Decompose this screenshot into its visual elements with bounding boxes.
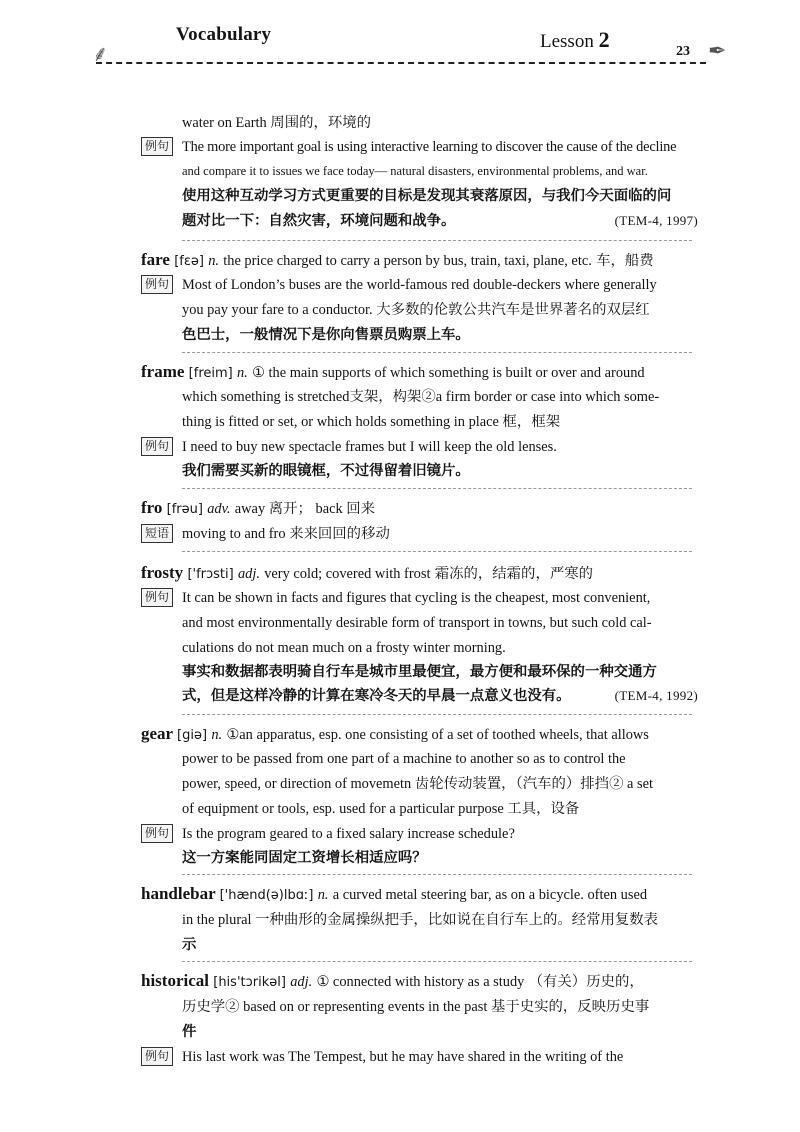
phonetic: ['hænd(ə)lbɑː]: [219, 888, 314, 903]
definition-chinese: （有关）历史的，: [528, 974, 644, 990]
entry-historical: [141, 971, 644, 993]
definition: the price charged to carry a person by bus, train, taxi, plane, etc.: [223, 253, 592, 269]
headword: frame: [141, 362, 185, 381]
part-of-speech: n.: [317, 887, 329, 903]
citation: (TEM-4, 1997): [614, 213, 698, 228]
part-of-speech: n.: [208, 253, 219, 269]
example-sentence: you pay your fare to a conductor. 大多数的伦敦公共汽车是世界著名的双层红: [182, 302, 650, 318]
example-sentence: It can be shown in facts and figures that cycling is the cheapest, most convenient,: [182, 590, 651, 606]
text-line: water on Earth 周围的，环境的: [182, 115, 372, 131]
entry-separator: [182, 240, 692, 241]
definition-line: 历史学② based on or representing events in the past 基于史实的，反映历史事: [182, 999, 650, 1015]
entry-separator: [182, 874, 692, 875]
example-sentence: I need to buy new spectacle frames but I will keep the old lenses.: [182, 439, 557, 455]
entry-fare: [141, 250, 654, 272]
example-sentence: The more important goal is using interactive learning to discover the cause of the decline: [182, 139, 677, 155]
definition: a curved metal steering bar, as on a bicycle. often used: [332, 887, 648, 903]
definition-line: thing is fitted or set, or which holds something in place 框，框架: [182, 414, 561, 430]
example-sentence: and most environmentally desirable form of transport in towns, but such cold cal-: [182, 615, 652, 631]
citation: (TEM-4, 1992): [614, 688, 698, 703]
example-translation: 色巴士，一般情况下是你向售票员购票上车。: [182, 327, 470, 343]
part-of-speech: adv.: [207, 501, 231, 517]
definition: ① connected with history as a study: [316, 974, 525, 990]
example-sentence: culations do not mean much on a frosty winter morning.: [182, 640, 506, 656]
entry-separator: [182, 714, 692, 715]
definition-chinese: 霜冻的，结霜的，严寒的: [434, 566, 594, 582]
example-tag: 例句: [141, 824, 173, 843]
entry-frame: [141, 362, 645, 384]
headword: fro: [141, 498, 163, 517]
lesson-number: 2: [598, 27, 610, 52]
page-number: 23: [676, 44, 690, 59]
headword: historical: [141, 971, 209, 990]
part-of-speech: adj.: [237, 566, 260, 582]
decorative-quill-icon: ✒: [708, 38, 727, 63]
phonetic: [giə]: [177, 728, 208, 743]
definition: ① the main supports of which something is built or over and around: [252, 365, 645, 381]
headword: frosty: [141, 563, 184, 582]
header-divider: [96, 62, 706, 64]
headword: gear: [141, 724, 173, 743]
example-translation: 使用这种互动学习方式更重要的目标是发现其衰落原因，与我们今天面临的问: [182, 188, 672, 204]
entry-gear: [141, 724, 649, 746]
definition-chinese: 车，船费: [596, 253, 654, 269]
example-sentence: His last work was The Tempest, but he may have shared in the writing of the: [182, 1049, 624, 1065]
definition-line: which something is stretched支架，构架②a firm border or case into which some-: [182, 389, 660, 405]
phonetic: [his'tɔrikəl]: [213, 975, 286, 990]
entry-frosty: [141, 563, 593, 585]
part-of-speech: n.: [211, 727, 223, 743]
part-of-speech: adj.: [290, 974, 313, 990]
example-tag: 例句: [141, 1047, 173, 1066]
phonetic: [frəu]: [166, 502, 203, 517]
entry-separator: [182, 961, 692, 962]
example-translation: 我们需要买新的眼镜框，不过得留着旧镜片。: [182, 463, 470, 479]
entry-separator: [182, 488, 692, 489]
header-title: Vocabulary: [176, 24, 272, 45]
example-tag: 例句: [141, 437, 173, 456]
phonetic: ['frɔsti]: [187, 567, 234, 582]
definition: away 离开； back 回来: [234, 501, 376, 517]
headword: fare: [141, 250, 170, 269]
phonetic: [fɛə]: [174, 254, 204, 269]
lesson-label: Lesson: [540, 31, 594, 52]
entry-separator: [182, 551, 692, 552]
definition: very cold; covered with frost: [264, 566, 431, 582]
example-translation: 这一方案能同固定工资增长相适应吗？: [182, 850, 427, 866]
entry-handlebar: [141, 884, 647, 906]
headword: handlebar: [141, 884, 216, 903]
example-translation: 事实和数据都表明骑自行车是城市里最便宜，最方便和最环保的一种交通方: [182, 664, 657, 680]
part-of-speech: n.: [236, 365, 248, 381]
definition: ①an apparatus, esp. one consisting of a set of toothed wheels, that allows: [226, 727, 649, 743]
example-tag: 例句: [141, 275, 173, 294]
example-sentence: Most of London’s buses are the world-famous red double-deckers where generally: [182, 277, 657, 293]
definition-line: 件: [182, 1024, 197, 1040]
example-tag: 例句: [141, 588, 173, 607]
entry-fro: [141, 498, 375, 520]
example-sentence: and compare it to issues we face today— natural disasters, environmental problems, and war.: [182, 164, 648, 178]
example-tag: 例句: [141, 137, 173, 156]
page-bottom-edge: [0, 1125, 800, 1132]
phonetic: [freim]: [188, 366, 233, 381]
phrase-line: moving to and fro 来来回回的移动: [182, 526, 390, 542]
definition-line: 示: [182, 937, 197, 953]
entry-separator: [182, 352, 692, 353]
example-sentence: Is the program geared to a fixed salary increase schedule?: [182, 826, 515, 842]
example-translation: 式，但是这样冷静的计算在寒冷冬天的早晨一点意义也没有。: [182, 688, 571, 704]
definition-line: of equipment or tools, esp. used for a particular purpose 工具，设备: [182, 801, 580, 817]
phrase-tag: 短语: [141, 524, 173, 543]
header-lesson: [540, 27, 610, 53]
scan-smudge-mark: ⸙: [92, 41, 109, 66]
definition-line: power, speed, or direction of movemetn 齿轮传动装置，（汽车的）排挡② a set: [182, 776, 654, 792]
example-translation: 题对比一下：自然灾害，环境问题和战争。: [182, 213, 456, 229]
definition-line: power to be passed from one part of a machine to another so as to control the: [182, 751, 626, 767]
definition-line: in the plural 一种曲形的金属操纵把手，比如说在自行车上的。经常用复数表: [182, 912, 659, 928]
